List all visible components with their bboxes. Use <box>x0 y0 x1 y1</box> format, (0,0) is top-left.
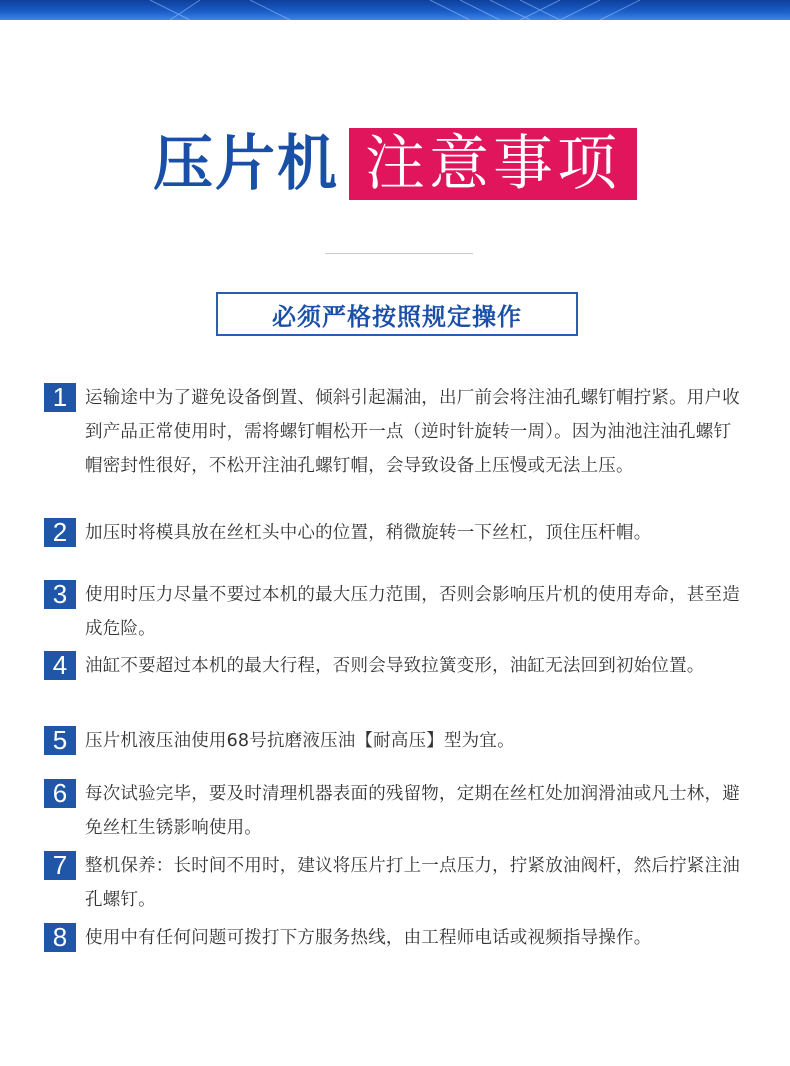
banner-decoration <box>0 0 790 20</box>
item-number: 8 <box>44 923 76 952</box>
item-text: 整机保养：长时间不用时，建议将压片打上一点压力，拧紧放油阀杆，然后拧紧注油孔螺钉。 <box>85 856 740 910</box>
item-number: 6 <box>44 779 76 808</box>
item-number: 1 <box>44 383 76 412</box>
title-main: 压片机 <box>153 129 339 199</box>
header-banner <box>0 0 790 20</box>
item-text: 使用中有任何问题可拨打下方服务热线，由工程师电话或视频指导操作。 <box>85 928 652 948</box>
item-number: 3 <box>44 580 76 609</box>
item-text: 压片机液压油使用68号抗磨液压油【耐高压】型为宜。 <box>85 731 515 751</box>
divider-line <box>325 253 473 254</box>
item-text: 加压时将模具放在丝杠头中心的位置，稍微旋转一下丝杠，顶住压杆帽。 <box>85 523 652 543</box>
item-text: 油缸不要超过本机的最大行程，否则会导致拉簧变形，油缸无法回到初始位置。 <box>85 656 705 676</box>
item-text: 每次试验完毕，要及时清理机器表面的残留物，定期在丝杠处加润滑油或凡士林，避免丝杠生锈影响使用。 <box>85 784 740 838</box>
item-text: 运输途中为了避免设备倒置、倾斜引起漏油，出厂前会将注油孔螺钉帽拧紧。用户收到产品正常使用时，需将螺钉帽松开一点（逆时针旋转一周）。因为油池注油孔螺钉帽密封性很好，不松开注油孔螺钉帽，会导致设备上压慢或无法上压。 <box>85 388 740 476</box>
item-text: 使用时压力尽量不要过本机的最大压力范围，否则会影响压片机的使用寿命，甚至造成危险。 <box>85 585 740 639</box>
page-title <box>0 128 790 200</box>
item-number: 5 <box>44 726 76 755</box>
item-number: 4 <box>44 651 76 680</box>
title-highlight: 注意事项 <box>349 128 637 200</box>
subtitle-box: 必须严格按照规定操作 <box>216 292 578 336</box>
item-number: 2 <box>44 518 76 547</box>
item-number: 7 <box>44 851 76 880</box>
